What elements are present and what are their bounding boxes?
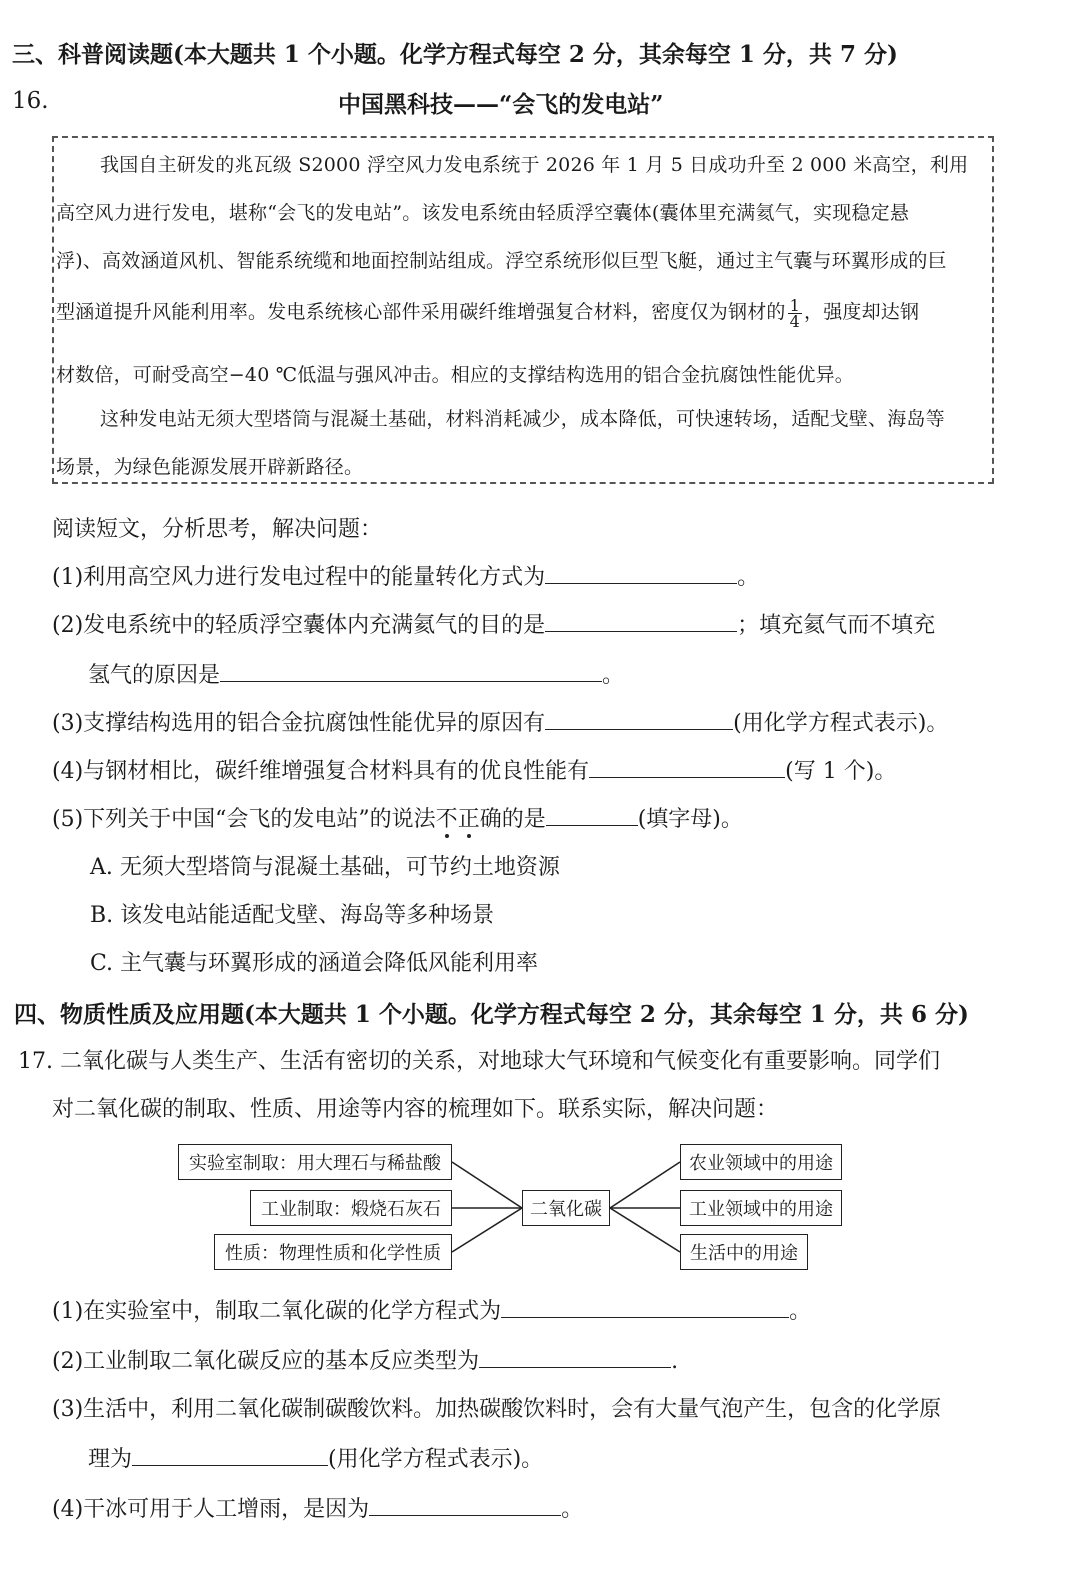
q16-option-b: B. 该发电站能适配戈壁、海岛等多种场景 — [90, 903, 495, 928]
q16-sub4-text: (4)与钢材相比，碳纤维增强复合材料具有的优良性能有 — [52, 759, 590, 784]
passage-line-3: 浮)、高效涵道风机、智能系统缆和地面控制站组成。浮空系统形似巨型飞艇，通过主气囊与环翼形成的巨 — [56, 250, 947, 272]
question-16-number: 16. — [12, 88, 49, 114]
q16-option-c: C. 主气囊与环翼形成的涵道会降低风能利用率 — [90, 951, 539, 976]
passage-line-1: 我国自主研发的兆瓦级 S2000 浮空风力发电系统于 2026 年 1 月 5 日成功升至 2 000 米高空，利用 — [100, 154, 969, 176]
q17-intro-line-1: 17. 二氧化碳与人类生产、生活有密切的关系，对地球大气环境和气候变化有重要影响。同学们 — [18, 1049, 940, 1074]
q17-sub2-answer-blank[interactable] — [479, 1366, 671, 1368]
q16-sub3-text: (3)支撑结构选用的铝合金抗腐蚀性能优异的原因有 — [52, 711, 546, 736]
section-3-heading: 三、科普阅读题(本大题共 1 个小题。化学方程式每空 2 分，其余每空 1 分，共 7 分) — [12, 41, 898, 68]
q16-sub1-end: 。 — [737, 565, 760, 590]
q17-sub2 — [52, 1344, 678, 1375]
q16-option-a: A. 无须大型塔筒与混凝土基础，可节约土地资源 — [90, 855, 560, 880]
q17-sub2-end: . — [671, 1349, 679, 1374]
q17-sub4-text: (4)干冰可用于人工增雨，是因为 — [52, 1497, 370, 1522]
diagram-box-carbon-dioxide: 二氧化碳 — [522, 1190, 610, 1226]
q17-sub1-end: 。 — [789, 1299, 812, 1324]
q16-sub1-text: (1)利用高空风力进行发电过程中的能量转化方式为 — [52, 565, 546, 590]
q17-sub3-end: (用化学方程式表示)。 — [328, 1447, 544, 1472]
section-4-heading: 四、物质性质及应用题(本大题共 1 个小题。化学方程式每空 2 分，其余每空 1 分，共 6 分) — [14, 1001, 969, 1028]
q16-sub2-end: 。 — [602, 663, 625, 688]
fraction-numerator: 1 — [789, 295, 800, 315]
q17-sub3-text-2: 理为 — [88, 1447, 133, 1472]
q16-sub2-mid: ；填充氦气而不填充 — [737, 613, 936, 638]
q17-sub4-end: 。 — [561, 1497, 584, 1522]
q16-sub5-end: (填字母)。 — [637, 807, 743, 832]
q16-sub3-end: (用化学方程式表示)。 — [733, 711, 949, 736]
q16-sub4-end: (写 1 个)。 — [785, 759, 897, 784]
passage-line-7: 场景，为绿色能源发展开辟新路径。 — [56, 456, 364, 478]
q17-sub4-answer-blank[interactable] — [369, 1514, 561, 1516]
diagram-box-industrial-preparation: 工业制取：煅烧石灰石 — [250, 1190, 452, 1226]
q17-sub3-line2 — [88, 1442, 543, 1473]
q16-sub5-text: (5)下列关于中国“会飞的发电站”的说法 — [52, 807, 436, 832]
passage-line-4-start: 型涵道提升风能利用率。发电系统核心部件采用碳纤维增强复合材料，密度仅为钢材的 — [56, 301, 786, 323]
passage-line-2: 高空风力进行发电，堪称“会飞的发电站”。该发电系统由轻质浮空囊体(囊体里充满氦气，实现稳定悬 — [56, 202, 910, 224]
passage-line-6: 这种发电站无须大型塔筒与混凝土基础，材料消耗减少，成本降低，可快速转场，适配戈壁、海岛等 — [100, 408, 945, 430]
q17-sub2-text: (2)工业制取二氧化碳反应的基本反应类型为 — [52, 1349, 480, 1374]
question-16-title: 中国黑科技——“会飞的发电站” — [338, 91, 664, 118]
diagram-box-agriculture-uses: 农业领域中的用途 — [680, 1144, 842, 1180]
q17-sub3-answer-blank[interactable] — [132, 1464, 328, 1466]
q17-sub1-answer-blank[interactable] — [501, 1316, 789, 1318]
q16-sub5-text-2: 确的是 — [479, 807, 546, 832]
diagram-box-daily-life-uses: 生活中的用途 — [680, 1234, 808, 1270]
diagram-box-lab-preparation: 实验室制取：用大理石与稀盐酸 — [178, 1144, 452, 1180]
q17-sub3: (3)生活中，利用二氧化碳制碳酸饮料。加热碳酸饮料时，会有大量气泡产生，包含的化学原 — [52, 1397, 942, 1422]
q16-sub5-emphasis-not: 不 — [435, 807, 458, 832]
q17-intro-line-2: 对二氧化碳的制取、性质、用途等内容的梳理如下。联系实际，解决问题： — [52, 1097, 779, 1122]
diagram-box-properties: 性质：物理性质和化学性质 — [214, 1234, 452, 1270]
q16-sub5-emphasis-zheng: 正 — [457, 807, 480, 832]
q16-instruction: 阅读短文，分析思考，解决问题： — [52, 517, 383, 542]
q17-sub1 — [52, 1294, 811, 1325]
q17-sub4 — [52, 1492, 583, 1523]
q16-sub2-text-2: 氢气的原因是 — [88, 663, 221, 688]
passage-line-4-end: ，强度却达钢 — [804, 301, 920, 323]
q17-sub1-text: (1)在实验室中，制取二氧化碳的化学方程式为 — [52, 1299, 502, 1324]
passage-line-5: 材数倍，可耐受高空−40 ℃低温与强风冲击。相应的支撑结构选用的铝合金抗腐蚀性能优异。 — [56, 364, 854, 386]
q16-sub2-text: (2)发电系统中的轻质浮空囊体内充满氦气的目的是 — [52, 613, 546, 638]
diagram-box-industry-uses: 工业领域中的用途 — [680, 1190, 842, 1226]
fraction-denominator: 4 — [789, 311, 800, 331]
